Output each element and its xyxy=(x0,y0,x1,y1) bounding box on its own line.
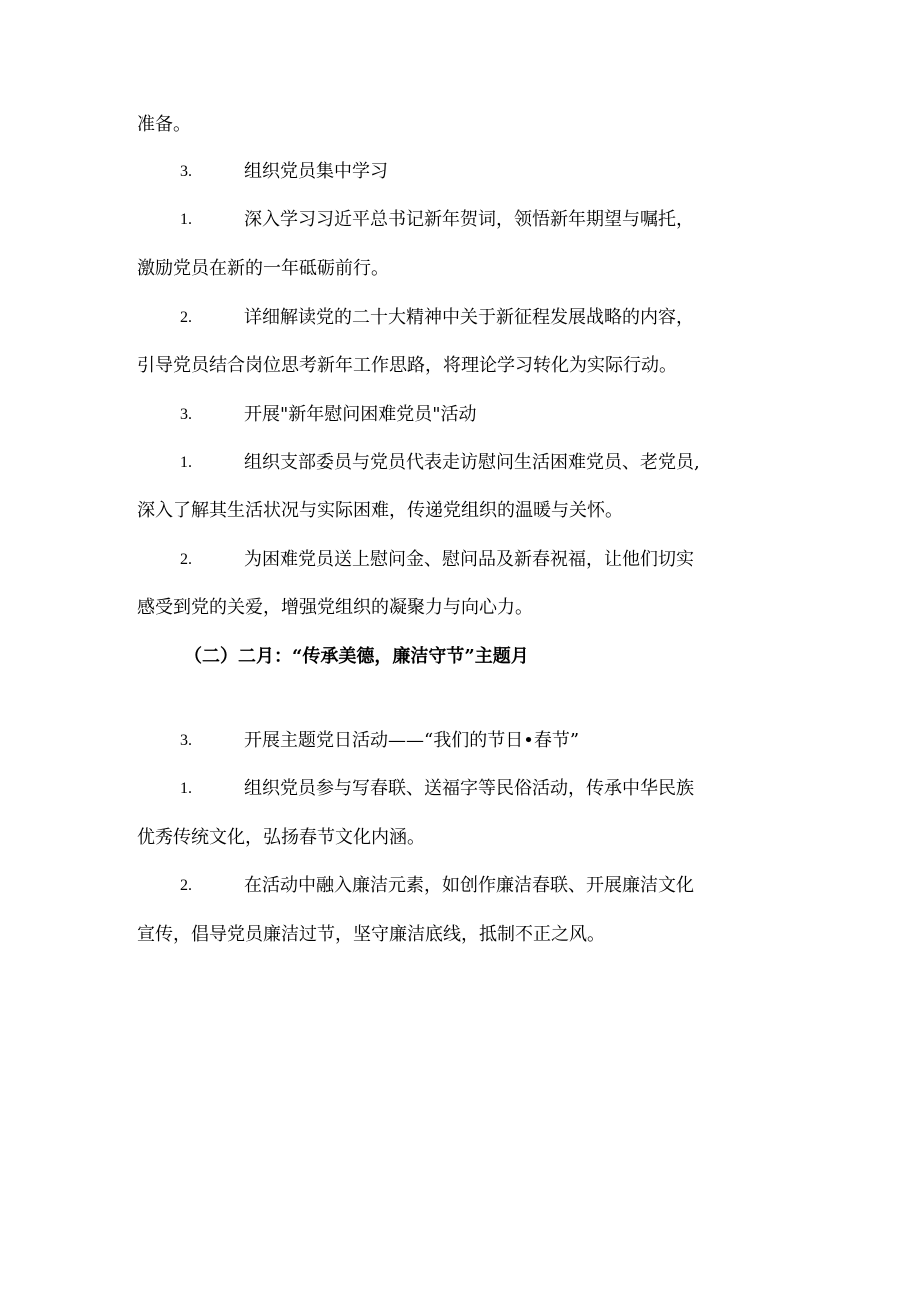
item-number: 2. xyxy=(180,877,192,894)
item-text-line2: 激励党员在新的一年砥砺前行。 xyxy=(137,258,389,279)
continuation-text: 准备。 xyxy=(137,114,191,135)
section-heading: 开展"新年慰问困难党员"活动 xyxy=(244,404,477,425)
item-text-line2: 宣传，倡导党员廉洁过节，坚守廉洁底线，抵制不正之风。 xyxy=(137,924,605,945)
item-text-line1: 组织党员参与写春联、送福字等民俗活动，传承中华民族 xyxy=(244,778,694,799)
item-text-line2: 深入了解其生活状况与实际困难，传递党组织的温暖与关怀。 xyxy=(137,500,623,521)
item-text-line2: 优秀传统文化，弘扬春节文化内涵。 xyxy=(137,827,425,848)
item-text-line1: 为困难党员送上慰问金、慰问品及新春祝福，让他们切实 xyxy=(244,549,694,570)
item-text-line1: 在活动中融入廉洁元素，如创作廉洁春联、开展廉洁文化 xyxy=(244,875,694,896)
item-text-line1: 详细解读党的二十大精神中关于新征程发展战略的内容， xyxy=(244,307,694,328)
item-text-line1: 组织支部委员与党员代表走访慰问生活困难党员、老党员, xyxy=(244,452,700,473)
section-number: 3. xyxy=(180,732,192,749)
item-number: 2. xyxy=(180,551,192,568)
item-number: 1. xyxy=(180,211,192,228)
item-number: 2. xyxy=(180,309,192,326)
item-number: 1. xyxy=(180,454,192,471)
section-number: 3. xyxy=(180,406,192,423)
section-number: 3. xyxy=(180,163,192,180)
month-heading: （二）二月：“传承美德，廉洁守节”主题月 xyxy=(184,646,529,667)
item-text-line2: 感受到党的关爱，增强党组织的凝聚力与向心力。 xyxy=(137,597,533,618)
section-heading: 组织党员集中学习 xyxy=(244,161,388,182)
section-heading: 开展主题党日活动——“我们的节日•春节” xyxy=(244,730,580,751)
item-text-line2: 引导党员结合岗位思考新年工作思路，将理论学习转化为实际行动。 xyxy=(137,355,677,376)
item-text-line1: 深入学习习近平总书记新年贺词，领悟新年期望与嘱托， xyxy=(244,209,694,230)
item-number: 1. xyxy=(180,780,192,797)
